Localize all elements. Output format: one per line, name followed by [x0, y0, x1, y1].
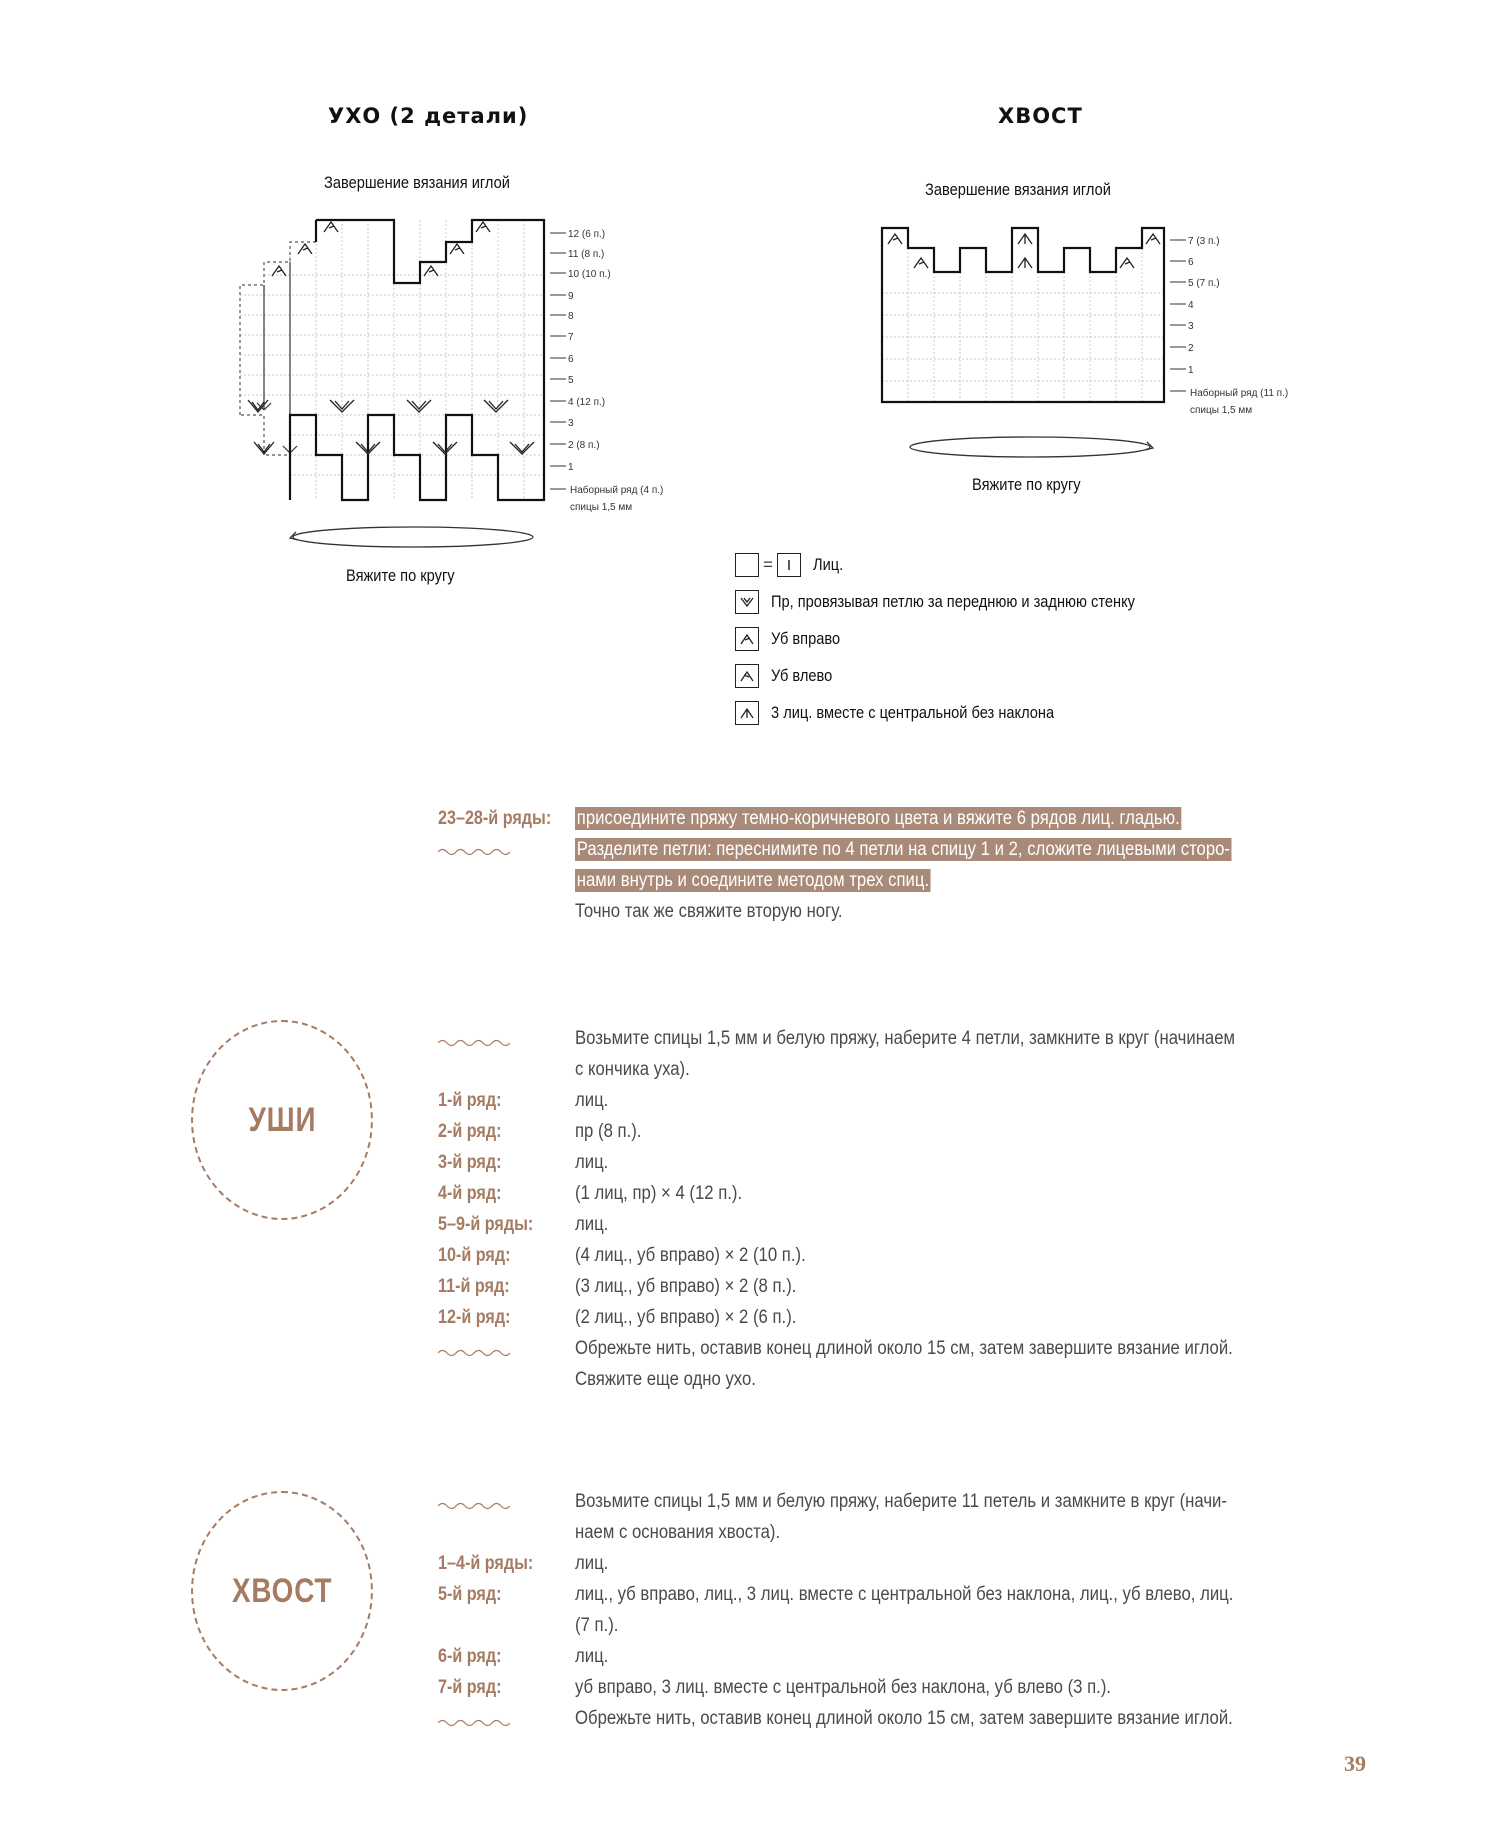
tail-row-label: 6: [1188, 257, 1194, 268]
legend-k3tog-label: 3 лиц. вместе с центральной без наклона: [771, 703, 1055, 722]
ear-chart: [230, 210, 700, 520]
blank-cell-icon: [735, 553, 759, 577]
leg-rows-label: 23–28-й ряды:: [438, 808, 552, 829]
tail-row-text: лиц.: [575, 1646, 609, 1667]
leg-line-4: Точно так же свяжите вторую ногу.: [575, 901, 843, 922]
tail-intro-2: наем с основания хвоста).: [575, 1522, 781, 1543]
ear-row-label: 11 (8 п.): [568, 249, 605, 260]
tail-row-text: (7 п.).: [575, 1615, 619, 1636]
tail-needles-label: спицы 1,5 мм: [1190, 405, 1253, 416]
ears-heading-badge: [191, 1020, 373, 1220]
ear-row-label: 1: [568, 462, 574, 473]
ears-row-label: 5–9-й ряды:: [438, 1214, 534, 1235]
legend-knit: [735, 552, 848, 578]
legend-k2tog-right: [735, 626, 851, 652]
ear-row-label: 8: [568, 311, 574, 322]
ears-row-text: пр (8 п.).: [575, 1121, 642, 1142]
tail-row-label: 1: [1188, 365, 1194, 376]
ears-row-text: лиц.: [575, 1152, 609, 1173]
tail-row-label: 7-й ряд:: [438, 1677, 502, 1698]
legend-k2tog-left-label: Уб влево: [771, 666, 833, 685]
tail-round-arrow: [905, 432, 1155, 462]
ear-round-arrow: [288, 522, 538, 552]
tail-cast-on-label: Наборный ряд (11 п.): [1190, 388, 1289, 399]
tail-round-note: Вяжите по кругу: [972, 475, 1081, 494]
ear-row-label: 6: [568, 354, 574, 365]
ears-row-label: 2-й ряд:: [438, 1121, 502, 1142]
ears-intro-2: с кончика уха).: [575, 1059, 690, 1080]
tail-row-text: лиц.: [575, 1553, 609, 1574]
tail-row-label: 5 (7 п.): [1188, 278, 1220, 289]
tail-row-label: 3: [1188, 321, 1194, 332]
legend-k2tog-left: [735, 663, 842, 689]
wave-divider-icon: [438, 1501, 510, 1511]
k2tog-left-icon: [735, 664, 759, 688]
tail-row-label: 2: [1188, 343, 1194, 354]
ear-chart-title: УХО (2 детали): [328, 104, 529, 128]
tail-row-text: уб вправо, 3 лиц. вместе с центральной без наклона, уб влево (3 п.).: [575, 1677, 1112, 1698]
ears-row-text: лиц.: [575, 1214, 609, 1235]
legend-kfb-label: Пр, провязывая петлю за переднюю и заднюю стенку: [771, 592, 1135, 611]
ears-outro-1: Обрежьте нить, оставив конец длиной около 15 см, затем завершите вязание иглой.: [575, 1338, 1233, 1359]
legend-kfb: [735, 589, 1194, 615]
tail-row-label: 6-й ряд:: [438, 1646, 502, 1667]
tail-chart-subtitle: Завершение вязания иглой: [925, 180, 1111, 199]
legend-k2tog-right-label: Уб вправо: [771, 629, 841, 648]
legend-equals: =: [763, 555, 773, 574]
ears-row-text: лиц.: [575, 1090, 609, 1111]
tail-row-text: лиц., уб вправо, лиц., 3 лиц. вместе с центральной без наклона, лиц., уб влево, лиц.: [575, 1584, 1234, 1605]
ears-row-label: 3-й ряд:: [438, 1152, 502, 1173]
tail-intro-1: Возьмите спицы 1,5 мм и белую пряжу, наберите 11 петель и замкните в круг (начи-: [575, 1491, 1227, 1512]
ears-row-label: 1-й ряд:: [438, 1090, 502, 1111]
legend-k3tog: [735, 700, 1100, 726]
ears-row-text: (3 лиц., уб вправо) × 2 (8 п.).: [575, 1276, 797, 1297]
tail-heading-badge: [191, 1491, 373, 1691]
tail-outro-1: Обрежьте нить, оставив конец длиной около 15 см, затем завершите вязание иглой.: [575, 1708, 1233, 1729]
ear-row-label: 7: [568, 332, 574, 343]
tail-row-label: 4: [1188, 300, 1194, 311]
k2tog-right-icon: [735, 627, 759, 651]
ears-row-text: (4 лиц., уб вправо) × 2 (10 п.).: [575, 1245, 806, 1266]
k3tog-center-icon: [735, 701, 759, 725]
kfb-stitch-icon: [735, 590, 759, 614]
ear-needles-label: спицы 1,5 мм: [570, 502, 633, 513]
ear-cast-on-label: Наборный ряд (4 п.): [570, 485, 664, 496]
ear-row-label: 4 (12 п.): [568, 397, 606, 408]
tail-row-label: 1–4-й ряды:: [438, 1553, 534, 1574]
ears-row-label: 4-й ряд:: [438, 1183, 502, 1204]
wave-divider-icon: [438, 847, 510, 857]
ear-row-label: 12 (6 п.): [568, 229, 606, 240]
wave-divider-icon: [438, 1038, 510, 1048]
ears-row-label: 10-й ряд:: [438, 1245, 511, 1266]
ears-heading: УШИ: [248, 1100, 316, 1139]
ear-row-label: 9: [568, 291, 574, 302]
knit-stitch-icon: [777, 553, 801, 577]
tail-chart: [870, 215, 1330, 430]
tail-heading: ХВОСТ: [231, 1571, 333, 1610]
ear-row-label: 5: [568, 375, 574, 386]
ears-row-label: 11-й ряд:: [438, 1276, 510, 1297]
ears-row-label: 12-й ряд:: [438, 1307, 511, 1328]
ear-row-label: 10 (10 п.): [568, 269, 611, 280]
ears-outro-2: Свяжите еще одно ухо.: [575, 1369, 756, 1390]
ears-row-text: (1 лиц, пр) × 4 (12 п.).: [575, 1183, 743, 1204]
ears-intro-1: Возьмите спицы 1,5 мм и белую пряжу, наберите 4 петли, замкните в круг (начинаем: [575, 1028, 1236, 1049]
ear-round-note: Вяжите по кругу: [346, 566, 455, 585]
leg-line-3: нами внутрь и соедините методом трех спиц.: [576, 870, 930, 891]
tail-row-label: 5-й ряд:: [438, 1584, 502, 1605]
ear-row-label: 3: [568, 418, 574, 429]
tail-chart-title: ХВОСТ: [998, 104, 1083, 128]
leg-line-2: Разделите петли: переснимите по 4 петли на спицу 1 и 2, сложите лицевыми сторо-: [576, 839, 1231, 860]
tail-row-label: 7 (3 п.): [1188, 236, 1220, 247]
legend-knit-label: Лиц.: [812, 555, 844, 574]
ear-outline: [290, 220, 544, 500]
ear-row-label: 2 (8 п.): [568, 440, 600, 451]
ears-row-text: (2 лиц., уб вправо) × 2 (6 п.).: [575, 1307, 797, 1328]
wave-divider-icon: [438, 1348, 510, 1358]
leg-line-1: присоедините пряжу темно-коричневого цвета и вяжите 6 рядов лиц. гладью.: [576, 808, 1180, 829]
ear-chart-subtitle: Завершение вязания иглой: [324, 173, 510, 192]
wave-divider-icon: [438, 1718, 510, 1728]
page-number: 39: [1344, 1751, 1366, 1776]
